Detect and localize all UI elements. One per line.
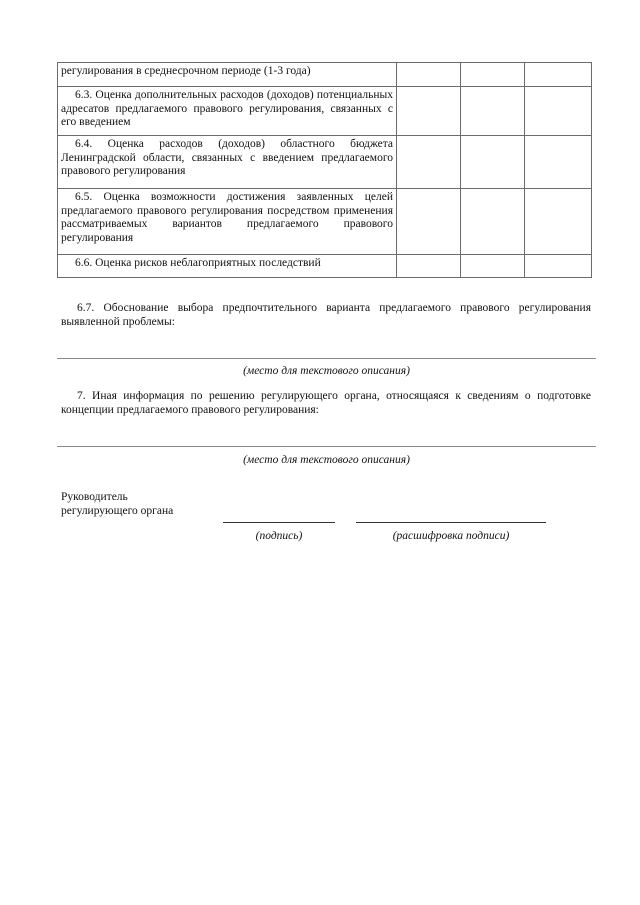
table-cell-option-2 bbox=[461, 63, 525, 87]
text-placeholder-caption: (место для текстового описания) bbox=[243, 365, 410, 377]
table-cell-option-3 bbox=[525, 63, 592, 87]
text-placeholder-caption: (место для текстового описания) bbox=[243, 454, 410, 466]
table-cell-option-2 bbox=[461, 136, 525, 189]
table-cell-option-2 bbox=[461, 189, 525, 255]
table-cell-option-3 bbox=[525, 87, 592, 136]
table-cell-option-1 bbox=[397, 63, 461, 87]
table-cell-option-1 bbox=[397, 189, 461, 255]
section-7-text: 7. Иная информация по решению регулирующего органа, относящаяся к сведениям о подготовке концепции предлагаемого правового регулирования: bbox=[61, 390, 591, 416]
text-entry-line bbox=[57, 446, 596, 447]
table-cell-option-1 bbox=[397, 87, 461, 136]
table-row bbox=[58, 136, 592, 189]
table-cell-option-2 bbox=[461, 87, 525, 136]
signature-line bbox=[223, 522, 335, 523]
table-row bbox=[58, 255, 592, 278]
text-entry-line bbox=[57, 358, 596, 359]
table-cell-option-2 bbox=[461, 255, 525, 278]
signature-decoding-caption: (расшифровка подписи) bbox=[392, 530, 510, 542]
signer-role-line-2: регулирующего органа bbox=[61, 504, 174, 517]
table-cell-option-1 bbox=[397, 255, 461, 278]
row-label: 6.6. Оценка рисков неблагоприятных последствий bbox=[58, 255, 397, 278]
table-row bbox=[58, 63, 592, 87]
signer-role-line-1: Руководитель bbox=[61, 491, 128, 503]
signature-decoding-line bbox=[356, 522, 546, 523]
section-6-7-text: 6.7. Обоснование выбора предпочтительного варианта предлагаемого правового регулирования выявленной проблемы: bbox=[61, 302, 591, 328]
table-cell-option-3 bbox=[525, 189, 592, 255]
signature-caption: (подпись) bbox=[255, 530, 303, 542]
options-assessment-table bbox=[57, 62, 592, 278]
signer-block bbox=[61, 491, 173, 518]
row-label: 6.4. Оценка расходов (доходов) областного бюджета Ленинградской области, связанных с введением предлагаемого правового регулирования bbox=[58, 136, 397, 189]
table-cell-option-1 bbox=[397, 136, 461, 189]
table-row bbox=[58, 189, 592, 255]
table-row bbox=[58, 87, 592, 136]
row-label: 6.3. Оценка дополнительных расходов (доходов) потенциальных адресатов предлагаемого правового регулирования, связанных с его введением bbox=[58, 87, 397, 136]
row-label: регулирования в среднесрочном периоде (1-3 года) bbox=[58, 63, 397, 87]
row-label: 6.5. Оценка возможности достижения заявленных целей предлагаемого правового регулирования посредством применения рассматриваемых вариантов предлагаемого правового регулирования bbox=[58, 189, 397, 255]
table-cell-option-3 bbox=[525, 255, 592, 278]
table-cell-option-3 bbox=[525, 136, 592, 189]
